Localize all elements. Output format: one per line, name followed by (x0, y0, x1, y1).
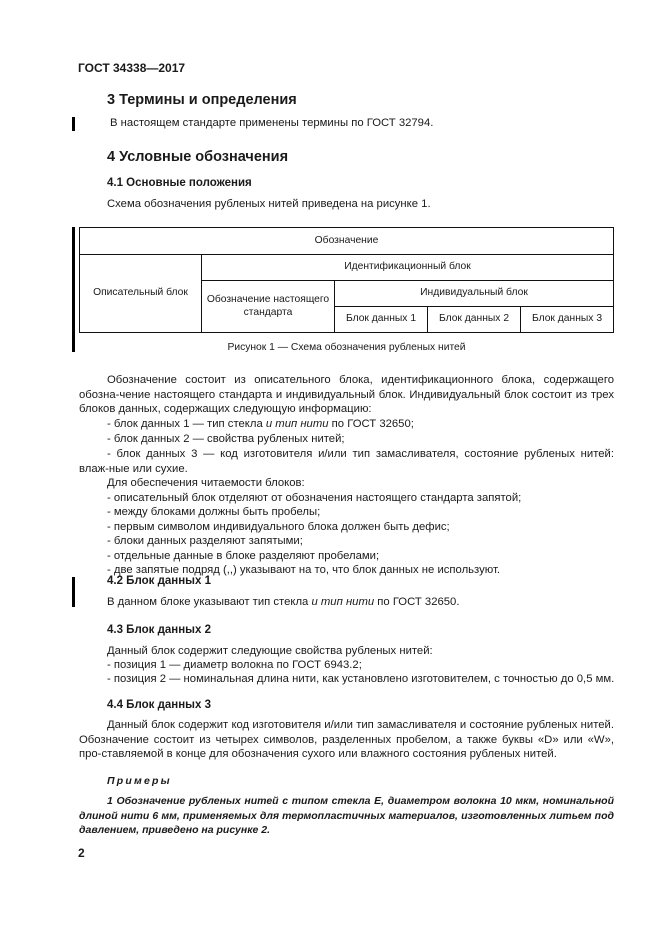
figure-intro: Схема обозначения рубленых нитей приведена на рисунке 1. (107, 198, 431, 210)
cell-data-block-2: Блок данных 2 (428, 307, 521, 333)
designation-paragraph: Обозначение состоит из описательного блока, идентификационного блока, содержащего обозна-чение настоящего стандарта и индивидуальный блок. Индивидуальный блок состоит из трех блоков данных, содержащих следующую информацию: (79, 374, 614, 416)
section-4-3-title: 4.3 Блок данных 2 (107, 624, 211, 636)
list1-item-3: - блок данных 3 — код изготовителя и/или тип замасливателя, состояние рубленых нитей: влаж-ные или сухие. (79, 448, 614, 475)
figure-caption: Рисунок 1 — Схема обозначения рубленых нитей (227, 342, 466, 353)
cell-descriptive-block: Описательный блок (80, 255, 202, 333)
section-4-4-text: Данный блок содержит код изготовителя и/или тип замасливателя и состояние рубленых нитей. Обозначение состоит из четырех символов, разделенных пробелом, а также буквы «D» или «W», про-ставляемой в конце для обозначения сухого или влажного состояния рубленых нитей. (79, 719, 614, 761)
section-4-4-title: 4.4 Блок данных 3 (107, 699, 211, 711)
list2-item: - первым символом индивидуального блока должен быть дефис; (107, 521, 450, 533)
cell-individual-block: Индивидуальный блок (335, 281, 614, 307)
cell-identification-block: Идентификационный блок (202, 255, 614, 281)
change-bar (72, 117, 75, 131)
cell-data-block-1: Блок данных 1 (335, 307, 428, 333)
list2-item: - две запятые подряд (,,) указывают на то, что блок данных не используют. (107, 564, 501, 576)
cell-standard-designation: Обозначение настоящего стандарта (202, 281, 335, 333)
cell-data-block-3: Блок данных 3 (521, 307, 614, 333)
list2-item: - блоки данных разделяют запятыми; (107, 535, 303, 547)
examples-title: Примеры (107, 775, 172, 787)
section-3-text: В настоящем стандарте применены термины по ГОСТ 32794. (110, 117, 434, 129)
change-bar (72, 227, 75, 352)
list1-item-2: - блок данных 2 — свойства рубленых нитей; (107, 433, 345, 445)
change-bar (72, 577, 75, 607)
section-4-2-text: В данном блоке указывают тип стекла и тип нити по ГОСТ 32650. (107, 596, 460, 608)
section-4-2-title: 4.2 Блок данных 1 (107, 575, 211, 587)
readability-intro: Для обеспечения читаемости блоков: (107, 477, 305, 489)
page-number: 2 (78, 846, 85, 860)
list2-item: - описательный блок отделяют от обозначения настоящего стандарта запятой; (107, 492, 522, 504)
example-1-text: 1 Обозначение рубленых нитей с типом стекла E, диаметром волокна 10 мкм, номинальной длиной нити 6 мм, применяемых для термопластичных материалов, изготовленных литьем под давлением, приведено на рисунке 2. (79, 795, 614, 836)
document-header: ГОСТ 34338—2017 (78, 61, 186, 75)
list2-item: - между блоками должны быть пробелы; (107, 506, 321, 518)
list1-item-1: - блок данных 1 — тип стекла и тип нити по ГОСТ 32650; (107, 418, 414, 430)
designation-scheme-table (79, 227, 614, 333)
section-3-title: 3 Термины и определения (107, 92, 297, 108)
cell-designation: Обозначение (80, 228, 614, 255)
section-4-1-title: 4.1 Основные положения (107, 177, 252, 189)
section-4-3-item: - позиция 2 — номинальная длина нити, как установлено изготовителем, с точностью до 0,5 мм. (107, 673, 615, 685)
section-4-3-intro: Данный блок содержит следующие свойства рубленых нитей: (107, 645, 433, 657)
section-4-title: 4 Условные обозначения (107, 149, 289, 165)
section-4-3-item: - позиция 1 — диаметр волокна по ГОСТ 6943.2; (107, 659, 362, 671)
list2-item: - отдельные данные в блоке разделяют пробелами; (107, 550, 380, 562)
